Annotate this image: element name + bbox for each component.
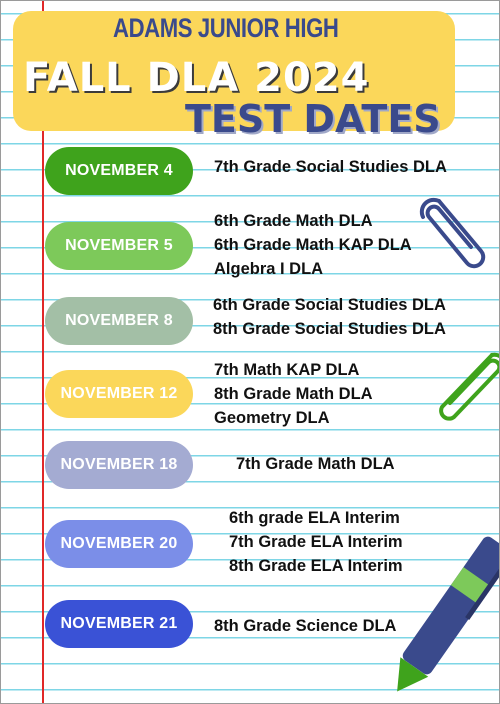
paperclip-green-icon [426, 343, 500, 427]
pen-icon [386, 546, 500, 704]
date-pill: NOVEMBER 21 [45, 600, 193, 648]
test-item: 7th Math KAP DLA [214, 361, 360, 379]
test-item: Algebra I DLA [214, 260, 324, 278]
test-item: 8th Grade Math DLA [214, 385, 373, 403]
test-item: 8th Grade ELA Interim [229, 557, 403, 575]
test-item: 7th Grade Social Studies DLA [214, 158, 447, 176]
date-pill: NOVEMBER 12 [45, 370, 193, 418]
test-item: 7th Grade Math DLA [236, 455, 395, 473]
title-line-1: FALL DLA 2024 [23, 55, 370, 101]
test-list [214, 209, 412, 281]
test-item: 8th Grade Social Studies DLA [213, 320, 446, 338]
test-item: 6th grade ELA Interim [229, 509, 400, 527]
test-list [214, 614, 396, 638]
test-item: 8th Grade Science DLA [214, 617, 397, 635]
test-item: Geometry DLA [214, 409, 330, 427]
test-list [236, 452, 395, 476]
date-pill: NOVEMBER 20 [45, 520, 193, 568]
test-list [229, 506, 403, 578]
date-pill: NOVEMBER 8 [45, 297, 193, 345]
test-list [214, 155, 447, 179]
test-list [213, 293, 446, 341]
test-item: 6th Grade Social Studies DLA [213, 296, 446, 314]
date-pill: NOVEMBER 4 [45, 147, 193, 195]
date-pill: NOVEMBER 18 [45, 441, 193, 489]
test-list [214, 358, 373, 430]
test-item: 6th Grade Math DLA [214, 212, 373, 230]
title-line-2: TEST DATES [185, 97, 441, 141]
date-pill: NOVEMBER 5 [45, 222, 193, 270]
school-name: ADAMS JUNIOR HIGH [113, 13, 339, 43]
test-item: 7th Grade ELA Interim [229, 533, 403, 551]
test-item: 6th Grade Math KAP DLA [214, 236, 412, 254]
paperclip-blue-icon [419, 181, 499, 271]
